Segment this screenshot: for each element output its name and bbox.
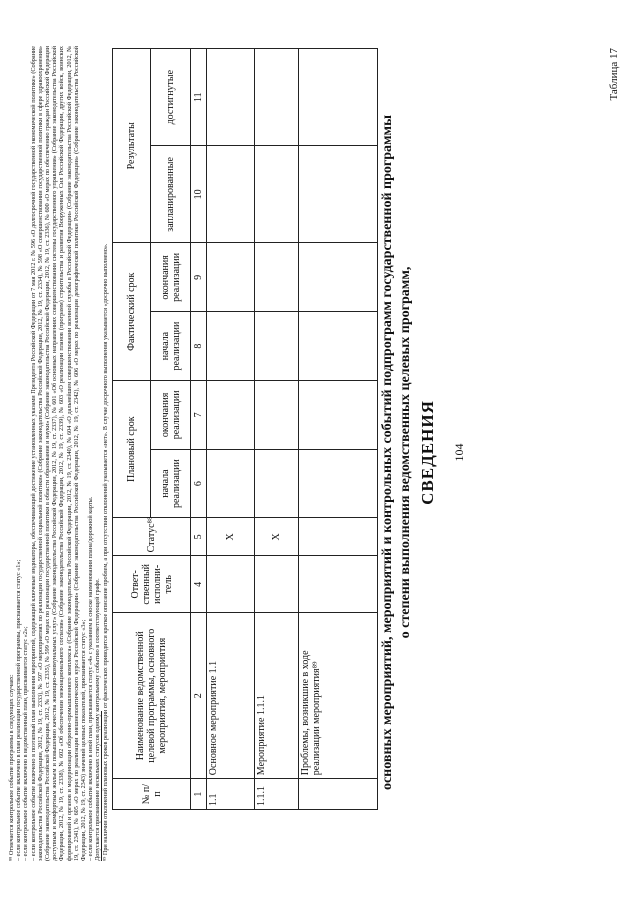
row-name: Основное мероприятие 1.1	[207, 613, 255, 779]
header-planned-term: Плановый срок	[113, 380, 151, 517]
row-status: Х	[255, 518, 299, 556]
row-num	[299, 779, 378, 810]
header-status: Статус⁸⁸	[113, 518, 191, 556]
header-results: Результаты	[113, 49, 151, 244]
header-actual-term: Фактический срок	[113, 243, 151, 380]
col-number: 6	[191, 449, 207, 518]
col-number: 10	[191, 146, 207, 243]
col-number: 8	[191, 312, 207, 381]
footnote-line: – если контрольное событие включено в ведомственный план, присваивается статус «2»;	[22, 626, 30, 861]
footnote-line: ⁸⁸ Отмечается контрольное событие программы в следующих случаях:	[8, 674, 15, 861]
document-title: СВЕДЕНИЯ	[418, 400, 437, 505]
table-row	[299, 49, 378, 810]
header-name: Наименование ведомственной целевой программы, основного мероприятия, мероприятия	[113, 613, 191, 779]
header-actual-start: начала реализации	[151, 312, 191, 381]
progress-table	[112, 48, 377, 810]
header-results-planned: запланированные	[151, 146, 191, 243]
row-responsible	[207, 556, 255, 613]
footnote-line: – если контрольное событие включено в поэтапный план выполнения мероприятий, содержащий ключевые индикаторы, обеспечивающий достижение установленных указами Президента Российской Федерации от 7 мая 2012 г. № 596 «О долгосрочной государственной экономической политике» (Собрание законодательства Российской Федерации, 2012, № 19, ст. 2333), № 597 «О мероприятиях по реализации государственной социальной политики» (Собрание законодательства Российской Федерации, 2012, № 19, ст. 2334), № 598 «О совершенствовании государственной политики в сфере здравоохранения» (Собрание законодательства Российской Федерации, 2012, № 19, ст. 2335), № 599 «О мерах по реализации государственной политики в области образования и науки» (Собрание законодательства Российской Федерации, 2012, № 19, ст. 2336), № 600 «О мерах по обеспечению граждан Российской Федерации доступным и комфортным жильем и повышению качества жилищно-коммунальных услуг» (Собрание законодательства Российской Федерации, 2012, № 19, ст. 2337), № 601 «Об основных направлениях совершенствования системы государственного управления» (Собрание законодательства Российской Федерации, 2012, № 19, ст. 2338), № 602 «Об обеспечении межнационального согласия» (Собрание законодательства Российской Федерации, 2012, № 19, ст. 2339), № 603 «О реализации планов (программ) строительства и развития Вооруженных Сил Российской Федерации, других войск, воинских формирований и органов и модернизации оборонно-промышленного комплекса» (Собрание законодательства Российской Федерации, 2012, № 19, ст. 2340), № 604 «О дальнейшем совершенствовании военной службы в Российской Федерации» (Собрание законодательства Российской Федерации, 2012, № 19, ст. 2341), № 605 «О мерах по реализации внешнеполитического курса Российской Федерации» (Собрание законодательства Российской Федерации, 2012, № 19, ст. 2342), № 606 «О мерах по реализации демографической политики Российской Федерации» (Собрание законодательства Российской Федерации, 2012, № 19, ст. 2343) значений целевых показателей, присваивается статус «3»;	[29, 46, 88, 861]
row-responsible	[299, 556, 378, 613]
col-number: 11	[191, 49, 207, 146]
row-responsible	[255, 556, 299, 613]
header-actual-end: окончания реализации	[151, 243, 191, 312]
footnote-line: Допускается присваивание нескольких статусов одному контрольному событию в соответствующей графе.	[94, 578, 102, 861]
col-number: 2	[191, 613, 207, 779]
column-number-row	[191, 49, 207, 810]
col-number: 9	[191, 243, 207, 312]
row-status: Х	[207, 518, 255, 556]
document-subtitle-line2: основных мероприятий, мероприятий и контрольных событий подпрограмм государственной программы	[380, 114, 395, 791]
footnotes	[8, 46, 109, 861]
table-row	[255, 49, 299, 810]
col-number: 7	[191, 380, 207, 449]
header-planned-start: начала реализации	[151, 449, 191, 518]
row-num: 1.1	[207, 779, 255, 810]
header-num: № п/п	[113, 779, 191, 810]
col-number: 5	[191, 518, 207, 556]
col-number: 4	[191, 556, 207, 613]
page-number: 104	[452, 443, 466, 462]
row-name: Мероприятие 1.1.1	[255, 613, 299, 779]
row-name: Проблемы, возникшие в ходе реализации мероприятия⁸⁹	[299, 613, 378, 779]
header-results-achieved: достигнутые	[151, 49, 191, 146]
footnote-line: ⁸⁹ При наличии отклонений плановых сроков реализации от фактических приводится краткое описание проблем, а при отсутствии отклонений указывается «нет». В случае досрочного выполнения указывается «досрочно выполнено».	[101, 243, 109, 861]
row-status	[299, 518, 378, 556]
row-num: 1.1.1	[255, 779, 299, 810]
col-number: 1	[191, 779, 207, 810]
footnote-line: – если контрольное событие включено в иной план, присваивается статус «4» с указанием в сноске наименования плана/дорожной карты.	[87, 496, 95, 861]
table-label: Таблица 17	[608, 48, 620, 101]
header-planned-end: окончания реализации	[151, 380, 191, 449]
table-row	[207, 49, 255, 810]
document-subtitle-line1: о степени выполнения ведомственных целевых программ,	[398, 266, 413, 639]
header-responsible: Ответ-ственный исполни-тель	[113, 556, 191, 613]
footnote-line: – если контрольное событие включено в план реализации государственной программы, присваивается статус «1»;	[15, 559, 23, 861]
